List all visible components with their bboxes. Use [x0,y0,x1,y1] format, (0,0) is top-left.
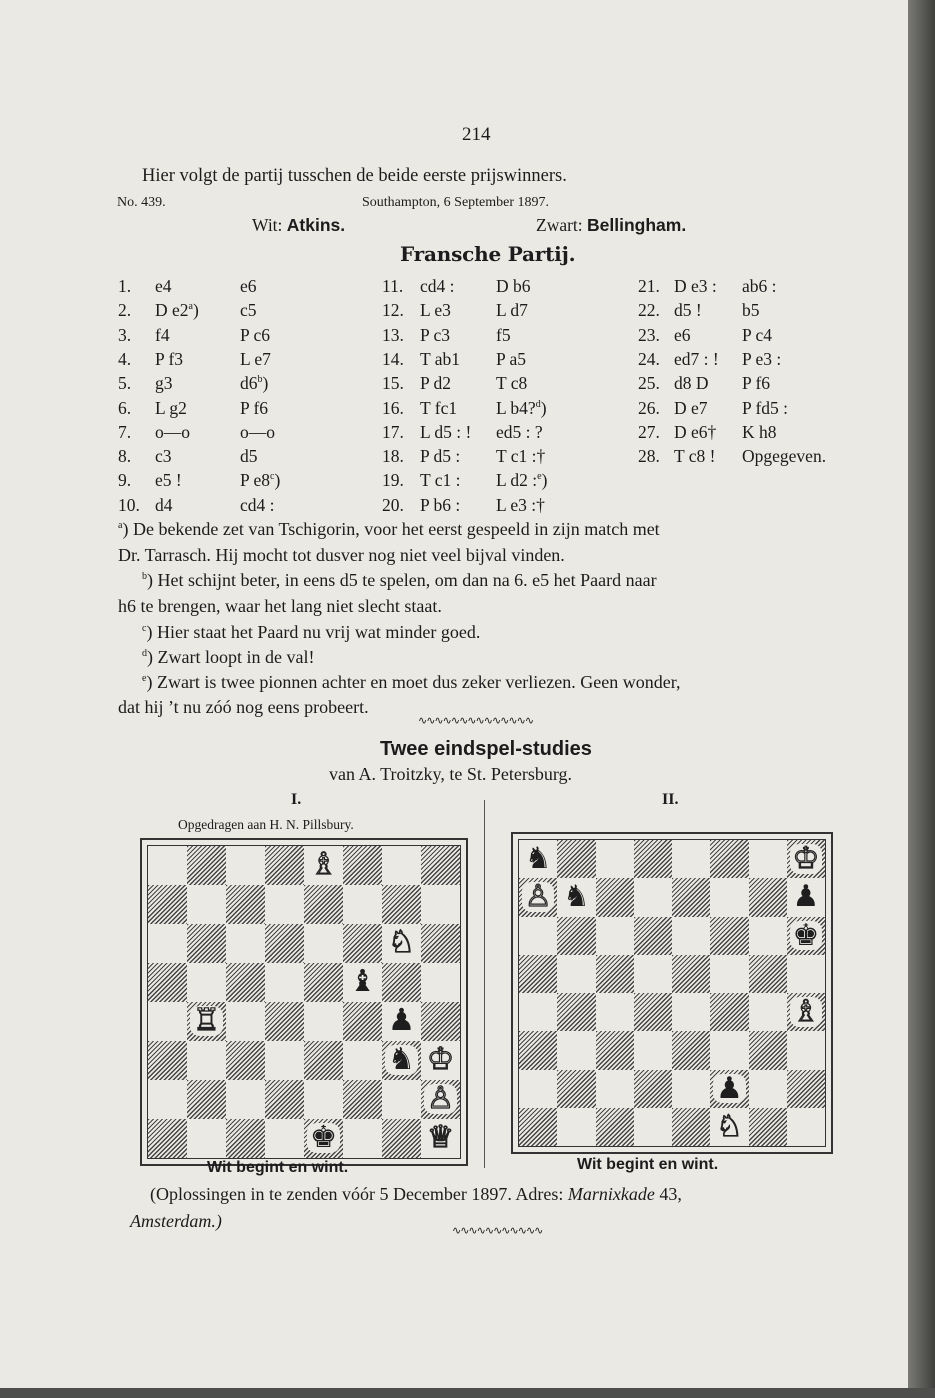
note-a-line1: $^a$) De bekende zet van Tschigorin, voor het eerst gespeeld in zijn match met [118,519,660,539]
black-move: L d7 [496,300,528,321]
black-player-line [536,215,686,236]
white-move: D e2$^a$) [155,300,199,321]
move-number: 7. [118,421,132,442]
black-move: P f6 [742,373,771,394]
board-square [787,955,825,993]
note-a-line2: Dr. Tarrasch. Hij mocht tot dusver nog niet veel bijval vinden. [118,545,565,565]
board-square [596,840,634,878]
board-square [634,840,672,878]
white-move: g3 [155,373,173,394]
board-square [710,1031,748,1069]
move-number: 2. [118,300,132,321]
board-square [596,993,634,1031]
move-number: 18. [382,446,404,467]
intro-line: Hier volgt de partij tusschen de beide eerste prijswinners. [142,166,567,186]
board-square [343,1041,382,1080]
white-move: L d5 : ! [420,421,472,442]
move-number: 20. [382,494,404,515]
board-square [710,955,748,993]
board-square [265,1041,304,1080]
board-square [226,1041,265,1080]
white-knight-icon: ♘ [716,1108,743,1144]
white-bishop-icon: ♗ [309,847,338,882]
footer-line1: (Oplossingen in te zenden vóór 5 December 1897. Adres: Marnixkade 43, [150,1184,682,1204]
board-square [519,955,557,993]
move-number: 26. [638,397,660,418]
black-move: K h8 [742,421,777,442]
white-move: P f3 [155,348,184,369]
white-pawn-icon: ♙ [424,1084,457,1114]
black-move: L e3 :† [496,494,545,515]
board-square [148,1002,187,1041]
board-square [265,1080,304,1119]
note-d: $^d$) Zwart loopt in de val! [142,647,315,667]
board-square [672,1070,710,1108]
black-knight-icon: ♞ [385,1045,418,1075]
board-square [749,1031,787,1069]
white-move: d5 ! [674,300,702,321]
board-square [226,1080,265,1119]
board-square [710,993,748,1031]
black-pawn-icon: ♟ [792,879,820,915]
chessboard-study2 [511,832,833,1154]
board-square [265,924,304,963]
move-number: 11. [382,276,404,296]
board-square [596,955,634,993]
white-player-line [252,215,345,236]
move-number: 17. [382,421,404,442]
move-number: 5. [118,373,132,394]
board-square [304,885,343,924]
board-square [672,1108,710,1146]
footer-line2: Amsterdam.) [130,1211,222,1231]
white-king-icon: ♔ [790,844,822,874]
move-number: 15. [382,373,404,394]
board-square [634,1108,672,1146]
board-square [421,885,460,924]
black-move: b5 [742,300,760,321]
board-square [148,885,187,924]
white-move: e5 ! [155,470,182,491]
board-square [265,885,304,924]
board-square [787,1031,825,1069]
black-move: D b6 [496,276,531,296]
board-square [382,1119,421,1158]
black-knight-icon: ♞ [563,879,590,915]
board-square [634,955,672,993]
move-number: 8. [118,446,132,467]
black-move: P e3 : [742,348,782,369]
board-square [634,993,672,1031]
board-square [382,885,421,924]
white-king-icon: ♔ [426,1042,455,1077]
black-move: P f6 [240,397,269,418]
black-move: P e8$^c$) [240,470,281,491]
board-square [421,963,460,1002]
board-square [148,963,187,1002]
black-move: c5 [240,300,257,321]
black-player: Bellingham. [587,215,687,235]
board-square [226,1119,265,1158]
board-square [596,878,634,916]
black-move: ab6 : [742,276,777,296]
opening-title: Fransche Partij. [400,242,576,266]
ornament-squiggle-bottom: ∿∿∿∿∿∿∿∿∿∿∿ [452,1225,543,1237]
study2-caption: Wit begint en wint. [577,1156,719,1173]
board-square [421,1002,460,1041]
board-square [187,846,226,885]
move-number: 23. [638,324,660,345]
white-move: T ab1 [420,348,461,369]
move-number: 1. [118,276,132,296]
move-number: 3. [118,324,132,345]
white-player: Atkins. [286,215,346,235]
board-square [343,924,382,963]
black-move: L d2 :$^e$) [496,470,548,491]
board-square [557,993,595,1031]
board-square [749,878,787,916]
board-square [749,840,787,878]
board-square [187,924,226,963]
white-move: L e3 [420,300,451,321]
board-square [187,885,226,924]
board-square [557,1031,595,1069]
board-square [343,1002,382,1041]
white-label: Wit: [252,215,283,235]
board-square [519,993,557,1031]
move-number: 12. [382,300,404,321]
move-number: 9. [118,470,132,491]
board-square [519,917,557,955]
board-square [634,1070,672,1108]
board-square [672,993,710,1031]
white-move: cd4 : [420,276,455,296]
white-bishop-icon: ♗ [790,997,822,1027]
board-square [421,924,460,963]
board-square [148,924,187,963]
black-bishop-icon: ♝ [348,964,377,999]
board-square [557,840,595,878]
white-move: P b6 : [420,494,461,515]
black-move: T c1 :† [496,446,546,467]
black-king-icon: ♚ [790,921,822,951]
board-square [187,1041,226,1080]
white-move: P d2 [420,373,451,394]
white-move: T c8 ! [674,446,716,467]
black-move: d5 [240,446,258,467]
move-number: 10. [118,494,140,515]
black-move: cd4 : [240,494,275,515]
move-number: 4. [118,348,132,369]
white-move: e4 [155,276,172,296]
note-c: $^c$) Hier staat het Paard nu vrij wat minder goed. [142,622,481,642]
black-move: L b4?$^d$) [496,397,547,418]
black-move: ed5 : ? [496,421,543,442]
board-square [382,846,421,885]
board-square [749,1108,787,1146]
board-square [265,963,304,1002]
black-move: T c8 [496,373,528,394]
white-move: ed7 : ! [674,348,719,369]
board-square [596,1031,634,1069]
game-place-date: Southampton, 6 September 1897. [362,195,550,210]
black-pawn-icon: ♟ [713,1074,745,1104]
black-move: P c4 [742,324,772,345]
note-b-line2: h6 te brengen, waar het lang niet slecht staat. [118,596,442,616]
board-square [749,993,787,1031]
move-number: 22. [638,300,660,321]
black-move: P c6 [240,324,270,345]
black-move: o—o [240,421,275,442]
page-edge-right [908,0,935,1398]
board-square [187,1119,226,1158]
board-square [343,885,382,924]
board-square [672,878,710,916]
board-square [787,1070,825,1108]
black-move: f5 [496,324,511,345]
board-square [634,917,672,955]
black-move: Opgegeven. [742,446,827,467]
board-square [557,955,595,993]
board-square [557,1070,595,1108]
study1-number: I. [291,791,302,808]
board-square [343,1080,382,1119]
board-square [343,1119,382,1158]
studies-byline: van A. Troitzky, te St. Petersburg. [329,764,573,784]
white-queen-icon: ♕ [426,1120,455,1155]
note-e-line2: dat hij ’t nu zóó nog eens probeert. [118,697,369,717]
white-move: d4 [155,494,173,515]
board-square [304,1041,343,1080]
board-square [187,963,226,1002]
white-rook-icon: ♖ [190,1006,223,1036]
board-square [519,1070,557,1108]
board-square [672,917,710,955]
board-square [304,924,343,963]
board-square [634,1031,672,1069]
board-square [672,840,710,878]
board-square [557,1108,595,1146]
board-square [672,955,710,993]
study1-dedication: Opgedragen aan H. N. Pillsbury. [178,817,354,832]
move-number: 21. [638,276,660,296]
board-square [226,963,265,1002]
ornament-squiggle: ∿∿∿∿∿∿∿∿∿∿∿∿∿∿ [418,715,534,727]
move-number: 14. [382,348,404,369]
board-square [265,1002,304,1041]
white-move: o—o [155,421,190,442]
white-move: f4 [155,324,170,345]
board-square [304,1080,343,1119]
study2-number: II. [662,791,679,808]
board-square [596,1108,634,1146]
board-square [187,1080,226,1119]
white-move: d8 D [674,373,709,394]
black-move: d6$^b$) [240,373,269,394]
board-square [672,1031,710,1069]
move-number: 25. [638,373,660,394]
black-pawn-icon: ♟ [387,1003,416,1038]
black-label: Zwart: [536,215,583,235]
white-move: T c1 : [420,470,461,491]
board-square [519,1108,557,1146]
note-e-line1: $^e$) Zwart is twee pionnen achter en moet dus zeker verliezen. Geen wonder, [142,672,681,692]
white-move: P c3 [420,324,450,345]
board-square [749,1070,787,1108]
white-move: D e3 : [674,276,717,296]
white-move: T fc1 [420,397,458,418]
board-square [519,1031,557,1069]
board-square [304,963,343,1002]
board-square [226,1002,265,1041]
board-square [557,917,595,955]
page-number: 214 [462,124,491,145]
white-knight-icon: ♘ [387,925,416,960]
note-b-line1: $^b$) Het schijnt beter, in eens d5 te spelen, om dan na 6. e5 het Paard naar [142,570,657,590]
move-number: 28. [638,446,660,467]
white-pawn-icon: ♙ [522,882,554,912]
black-move: P fd5 : [742,397,789,418]
chessboard-study1 [140,838,468,1166]
white-move: P d5 : [420,446,461,467]
board-square [710,878,748,916]
white-move: D e6† [674,421,717,442]
white-move: e6 [674,324,691,345]
black-king-icon: ♚ [307,1123,340,1153]
board-square [596,917,634,955]
board-square [343,846,382,885]
black-knight-icon: ♞ [524,841,552,876]
study1-caption: Wit begint en wint. [207,1159,349,1176]
board-square [749,955,787,993]
move-number: 24. [638,348,660,369]
game-number: No. 439. [117,195,166,210]
board-square [226,846,265,885]
white-move: D e7 [674,397,708,418]
board-square [265,1119,304,1158]
black-move: P a5 [496,348,526,369]
board-square [304,1002,343,1041]
board-square [421,846,460,885]
board-square [749,917,787,955]
board-square [787,1108,825,1146]
board-square [148,1041,187,1080]
page-edge-bottom [0,1388,935,1398]
move-number: 27. [638,421,660,442]
board-square [710,917,748,955]
board-square [382,1080,421,1119]
white-move: c3 [155,446,172,467]
black-move: e6 [240,276,257,296]
board-square [226,924,265,963]
board-square [634,878,672,916]
board-square [710,840,748,878]
board-square [265,846,304,885]
move-number: 19. [382,470,404,491]
move-number: 16. [382,397,404,418]
board-square [148,1119,187,1158]
move-number: 6. [118,397,132,418]
board-square [382,963,421,1002]
black-move: L e7 [240,348,271,369]
board-square [596,1070,634,1108]
board-square [148,1080,187,1119]
board-square [148,846,187,885]
column-divider [484,800,485,1168]
board-square [226,885,265,924]
move-number: 13. [382,324,404,345]
white-move: L g2 [155,397,187,418]
studies-title: Twee eindspel-studies [380,738,592,760]
